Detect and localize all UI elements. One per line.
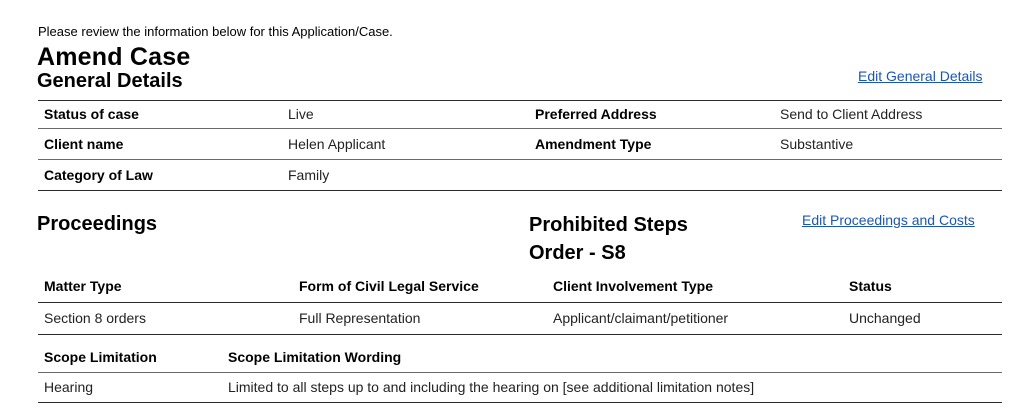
general-row-divider xyxy=(38,159,1002,160)
status-of-case-label: Status of case xyxy=(44,106,139,122)
form-of-civil-legal-service-value: Full Representation xyxy=(299,310,421,326)
general-details-heading: General Details xyxy=(37,70,183,92)
amendment-type-label: Amendment Type xyxy=(535,136,652,152)
scope-limitation-value: Hearing xyxy=(44,379,94,395)
scope-bottom-rule xyxy=(38,402,1002,403)
client-involvement-type-header: Client Involvement Type xyxy=(553,278,713,294)
client-name-label: Client name xyxy=(44,136,124,152)
scope-limitation-wording-value: Limited to all steps up to and including the hearing on [see additional limitation notes] xyxy=(228,379,755,395)
matter-type-value: Section 8 orders xyxy=(44,310,146,326)
amendment-type-value: Substantive xyxy=(780,136,854,152)
client-name-value: Helen Applicant xyxy=(288,136,386,152)
intro-text: Please review the information below for this Application/Case. xyxy=(38,24,393,39)
edit-proceedings-and-costs-link[interactable]: Edit Proceedings and Costs xyxy=(802,212,975,228)
preferred-address-label: Preferred Address xyxy=(535,106,657,122)
client-involvement-type-value: Applicant/claimant/petitioner xyxy=(553,310,729,326)
status-header: Status xyxy=(849,278,892,294)
proceeding-title: Prohibited Steps xyxy=(529,214,688,236)
form-of-civil-legal-service-header: Form of Civil Legal Service xyxy=(299,278,479,294)
general-bottom-rule xyxy=(38,190,1002,191)
scope-header-rule xyxy=(38,372,1002,373)
page-title: Amend Case xyxy=(37,43,191,71)
proceeding-title-line2: Order - S8 xyxy=(529,242,626,264)
proceedings-row-rule xyxy=(38,334,1002,335)
preferred-address-value: Send to Client Address xyxy=(780,106,923,122)
edit-general-details-link[interactable]: Edit General Details xyxy=(858,68,983,84)
general-row-divider xyxy=(38,128,1002,129)
proceedings-header-rule xyxy=(38,302,1002,303)
proceedings-heading: Proceedings xyxy=(37,213,158,235)
status-value: Unchanged xyxy=(849,310,921,326)
general-top-rule xyxy=(38,100,1002,101)
category-of-law-value: Family xyxy=(288,167,330,183)
scope-limitation-wording-header: Scope Limitation Wording xyxy=(228,349,402,365)
status-of-case-value: Live xyxy=(288,106,314,122)
matter-type-header: Matter Type xyxy=(44,278,122,294)
scope-limitation-header: Scope Limitation xyxy=(44,349,157,365)
category-of-law-label: Category of Law xyxy=(44,167,153,183)
